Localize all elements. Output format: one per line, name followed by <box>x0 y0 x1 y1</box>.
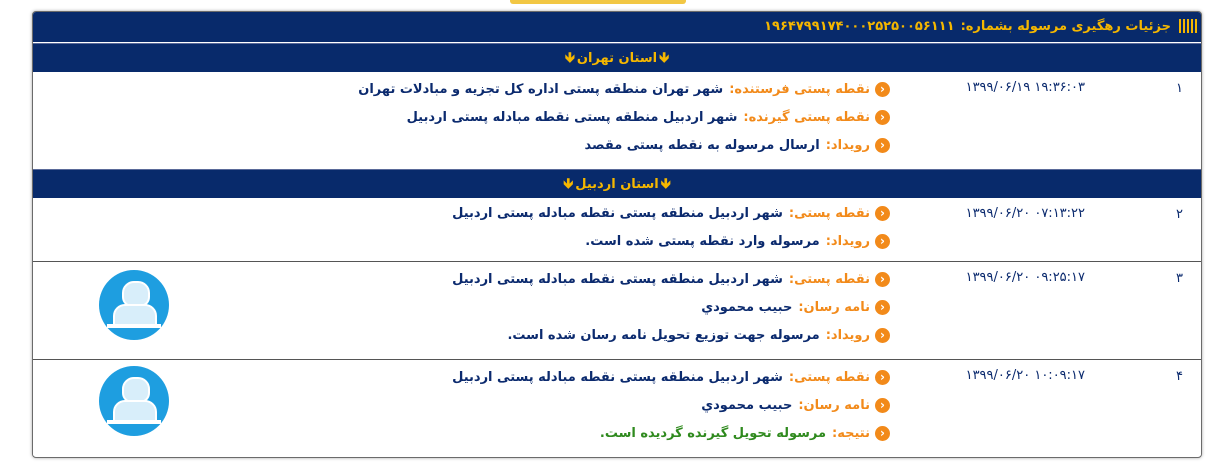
detail-label: نامه رسان: <box>798 398 870 413</box>
table-row <box>33 360 1201 456</box>
arrow-circle-left-icon: ‹ <box>875 234 890 249</box>
arrow-circle-left-icon: ‹ <box>875 82 890 97</box>
detail-line <box>358 82 890 104</box>
detail-label: رویداد: <box>825 138 870 153</box>
detail-value: ارسال مرسوله به نقطه پستی مقصد <box>584 138 820 153</box>
arrow-down-icon: 🡻 <box>564 50 575 66</box>
table-row <box>33 72 1201 172</box>
detail-label: نقطه پستی: <box>788 272 870 287</box>
detail-line <box>452 206 890 228</box>
arrow-circle-left-icon: ‹ <box>875 110 890 125</box>
detail-value: شهر اردبیل منطقه پستی نقطه مبادله پستی اردبیل <box>452 272 783 287</box>
arrow-circle-left-icon: ‹ <box>875 138 890 153</box>
arrow-circle-left-icon: ‹ <box>875 206 890 221</box>
row-number: ۱ <box>1176 81 1183 96</box>
detail-value: شهر اردبیل منطقه پستی نقطه مبادله پستی اردبیل <box>452 370 783 385</box>
detail-label: نقطه پستی: <box>788 370 870 385</box>
province-header-ardabil <box>33 169 1201 198</box>
arrow-down-icon: 🡻 <box>660 176 671 192</box>
tracking-panel <box>32 11 1202 458</box>
top-accent-bar <box>510 0 686 4</box>
detail-line <box>585 138 890 160</box>
detail-value: حبیب محمودي <box>701 398 793 413</box>
postman-avatar-icon <box>99 366 169 436</box>
panel-header <box>33 12 1201 42</box>
arrow-down-icon: 🡻 <box>563 176 574 192</box>
detail-value: مرسوله وارد نقطه پستی شده است. <box>585 234 820 249</box>
arrow-circle-left-icon: ‹ <box>875 426 890 441</box>
arrow-circle-left-icon: ‹ <box>875 272 890 287</box>
detail-value: مرسوله جهت توزیع تحویل نامه رسان شده است. <box>507 328 820 343</box>
barcode-icon <box>1179 19 1197 33</box>
row-datetime: ۱۳۹۹/۰۶/۲۰ ۰۹:۲۵:۱۷ <box>965 270 1085 285</box>
province-label: استان اردبیل <box>575 177 659 192</box>
row-number: ۳ <box>1176 271 1183 286</box>
panel-title <box>764 19 1171 34</box>
detail-line <box>585 234 890 256</box>
arrow-circle-left-icon: ‹ <box>875 398 890 413</box>
detail-line <box>600 426 890 448</box>
detail-line <box>452 272 890 294</box>
arrow-circle-left-icon: ‹ <box>875 370 890 385</box>
province-label: استان تهران <box>576 51 658 66</box>
arrow-down-icon: 🡻 <box>659 50 670 66</box>
table-row <box>33 262 1201 358</box>
row-datetime: ۱۳۹۹/۰۶/۲۰ ۰۷:۱۳:۲۲ <box>965 206 1085 221</box>
panel-title-text: جزئیات رهگیری مرسوله بشماره: <box>960 19 1171 34</box>
detail-label: رویداد: <box>825 328 870 343</box>
table-row <box>33 198 1201 260</box>
tracking-number: ۱۹۶۴۷۹۹۱۷۴۰۰۰۲۵۲۵۰۰۵۶۱۱۱ <box>764 19 955 34</box>
detail-label: نقطه پستی: <box>788 206 870 221</box>
detail-label: نقطه پستی گیرنده: <box>743 110 870 125</box>
row-datetime: ۱۳۹۹/۰۶/۱۹ ۱۹:۳۶:۰۳ <box>965 80 1085 95</box>
detail-label: رویداد: <box>825 234 870 249</box>
detail-line <box>452 370 890 392</box>
postman-avatar-icon <box>99 270 169 340</box>
result-value: مرسوله تحویل گیرنده گردیده است. <box>599 426 827 441</box>
detail-value: شهر اردبیل منطقه پستی نقطه مبادله پستی اردبیل <box>452 206 783 221</box>
detail-value: شهر تهران منطقه پستی اداره کل تجزیه و مبادلات تهران <box>358 82 724 97</box>
row-number: ۴ <box>1176 369 1183 384</box>
detail-label: نقطه پستی فرستنده: <box>729 82 870 97</box>
detail-line <box>701 300 890 322</box>
detail-label: نامه رسان: <box>798 300 870 315</box>
arrow-circle-left-icon: ‹ <box>875 300 890 315</box>
detail-value: شهر اردبیل منطقه پستی نقطه مبادله پستی اردبیل <box>406 110 738 125</box>
detail-line <box>701 398 890 420</box>
detail-line <box>407 110 890 132</box>
row-number: ۲ <box>1176 207 1183 222</box>
detail-line <box>507 328 890 350</box>
arrow-circle-left-icon: ‹ <box>875 328 890 343</box>
detail-value: حبیب محمودي <box>701 300 793 315</box>
province-header-tehran <box>33 43 1201 72</box>
result-label: نتیجه: <box>832 426 870 441</box>
row-datetime: ۱۳۹۹/۰۶/۲۰ ۱۰:۰۹:۱۷ <box>965 368 1085 383</box>
